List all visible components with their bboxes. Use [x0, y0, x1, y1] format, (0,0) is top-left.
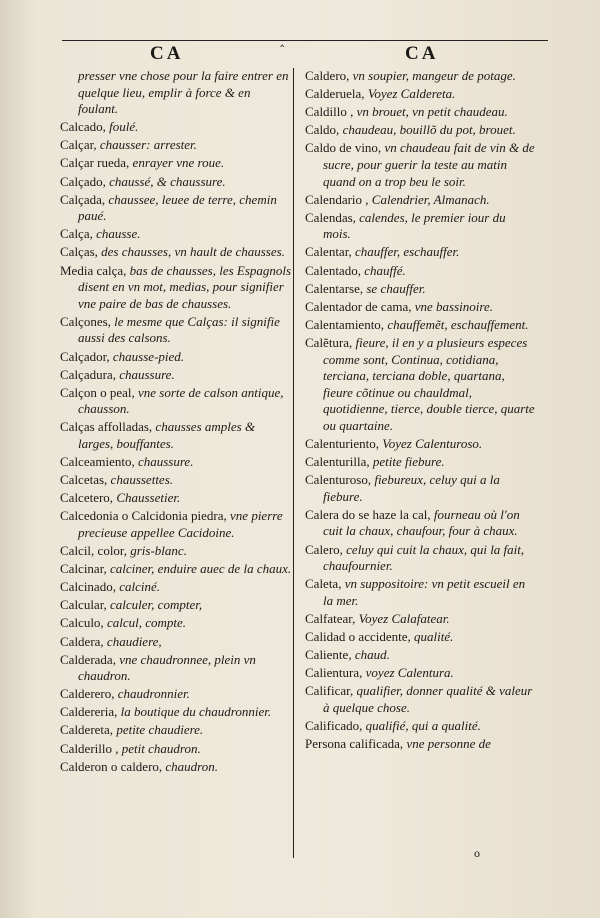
entry-definition: la boutique du chaudronnier. [120, 704, 272, 720]
entry-definition: chaudeau, bouillõ du pot, brouet. [342, 122, 516, 138]
dictionary-entry [305, 210, 535, 243]
entry-definition: qualifié, qui a qualité. [365, 717, 481, 733]
entry-headword: Caldereta, [60, 722, 114, 738]
dictionary-entry [60, 634, 292, 651]
entry-headword: Calçador, [60, 348, 110, 364]
left-running-head: CA [150, 43, 184, 64]
entry-definition: petite fiebure. [372, 454, 445, 470]
entry-headword: Calderon o caldero, [60, 758, 163, 774]
entry-definition: chausse. [96, 226, 141, 242]
entry-definition: chaud. [354, 647, 390, 663]
entry-definition: chaussé, & chaussure. [109, 173, 226, 189]
entry-definition: chauffer, eschauffer. [355, 244, 460, 260]
dictionary-entry [60, 490, 292, 507]
entry-headword: Calera do se haze la cal, [305, 506, 431, 522]
entry-definition: vne sorte de calson antique, chausson. [78, 384, 284, 417]
entry-definition: chausser: arrester. [99, 137, 197, 153]
dictionary-entry [305, 472, 535, 505]
entry-definition: calculer, compter, [110, 597, 203, 613]
entry-definition: vne chaudronnee, plein vn chaudron. [78, 651, 256, 684]
entry-definition: fiebureux, celuy qui a la fiebure. [323, 472, 500, 504]
dictionary-entry [305, 122, 535, 139]
dictionary-entry [60, 686, 292, 703]
entry-definition: chauffemẽt, eschauffement. [387, 316, 529, 332]
entry-definition: chaussure. [137, 454, 194, 470]
entry-headword: Calças, [60, 244, 98, 260]
entry-definition: chaudron. [165, 758, 219, 774]
entry-definition: Voyez Caldereta. [367, 86, 456, 102]
dictionary-entry [305, 335, 535, 435]
entry-headword: Calificado, [305, 717, 363, 733]
dictionary-entry [60, 419, 292, 452]
entry-headword: Calçar, [60, 137, 97, 153]
entry-headword: Calentado, [305, 262, 361, 278]
dictionary-entry [305, 299, 535, 316]
entry-definition: calcul, compte. [106, 615, 186, 631]
entry-headword: Calentador de cama, [305, 298, 412, 314]
entry-definition: vne pierre precieuse appellee Cacidoine. [78, 508, 283, 540]
dictionary-entry [305, 629, 535, 646]
entry-definition: presser vne chose pour la faire entrer en quelque lieu, emplir à force & en foulant. [78, 68, 289, 117]
entry-definition: vn chaudeau fait de vin & de sucre, pour guerir la teste au matin quand on a trop beu le soir. [323, 140, 535, 189]
entry-headword: Calcetas, [60, 472, 108, 488]
column-divider [293, 68, 294, 858]
dictionary-entry [305, 647, 535, 664]
entry-definition: enrayer vne roue. [132, 155, 225, 171]
dictionary-entry [305, 542, 535, 575]
dictionary-entry [305, 736, 535, 753]
entry-headword: Calero, [305, 541, 343, 557]
entry-definition: gris-blanc. [130, 543, 187, 559]
entry-headword: Calderuela, [305, 86, 365, 102]
entry-definition: calciné. [119, 579, 161, 595]
dictionary-entry [305, 281, 535, 298]
dictionary-entry [60, 579, 292, 596]
entry-headword: Media calça, [60, 262, 127, 278]
entry-definition: chaudronnier. [117, 686, 190, 702]
entry-headword: Caldillo , [305, 104, 354, 120]
entry-definition: qualifier, donner qualité & valeur à quelque chose. [323, 683, 533, 715]
entry-definition: voyez Calentura. [365, 665, 454, 681]
entry-headword: Calderada, [60, 651, 116, 667]
dictionary-entry [305, 317, 535, 334]
entry-headword: Calçada, [60, 191, 106, 207]
entry-definition: foulé. [109, 119, 139, 135]
entry-headword: Calẽtura, [305, 334, 353, 350]
entry-definition: se chauffer. [366, 280, 426, 296]
entry-headword: Calculo, [60, 615, 104, 631]
entry-headword: Calentar, [305, 244, 352, 260]
entry-definition: celuy qui cuit la chaux, qui la fait, chaufournier. [323, 541, 525, 574]
dictionary-entry [60, 68, 292, 118]
entry-definition: chaussure. [119, 366, 175, 382]
entry-headword: Caldero, [305, 68, 350, 83]
dictionary-entry [60, 137, 292, 154]
entry-definition: calendes, le premier iour du mois. [323, 209, 506, 242]
entry-headword: Calidad o accidente, [305, 629, 411, 644]
dictionary-entry [305, 718, 535, 735]
signature-mark: o [474, 846, 480, 860]
entry-headword: Caliente, [305, 647, 352, 663]
dictionary-entry [60, 472, 292, 489]
entry-headword: Caldereria, [60, 704, 118, 720]
left-column [60, 68, 292, 777]
entry-definition: vn soupier, mangeur de potage. [352, 68, 516, 83]
entry-headword: Calcular, [60, 597, 107, 613]
entry-definition: chaudiere, [106, 633, 162, 649]
entry-headword: Calientura, [305, 665, 363, 681]
dictionary-entry [305, 507, 535, 540]
entry-headword: Calcedonia o Calcidonia piedra, [60, 508, 227, 524]
entry-headword: Calçones, [60, 313, 111, 329]
entry-headword: Calificar, [305, 683, 354, 699]
right-column [305, 68, 535, 754]
dictionary-entry [60, 263, 292, 313]
entry-definition: fieure, il en y a plusieurs especes comme sont, Continua, cotidiana, terciana, terciana doble, quartana, fieure cõtinue ou chauldmal, quotidienne, tierce, double tierce, quarte ou quartaine. [323, 334, 535, 433]
dictionary-entry [305, 104, 535, 121]
entry-definition: qualité. [414, 629, 454, 644]
dictionary-entry [60, 226, 292, 243]
entry-headword: Caldo de vino, [305, 140, 382, 156]
right-running-head: CA [405, 43, 439, 64]
dictionary-entry [60, 119, 292, 136]
entry-headword: Calçon o peal, [60, 384, 135, 400]
entry-headword: Calentamiento, [305, 316, 385, 332]
dictionary-entry [60, 244, 292, 261]
entry-definition: petite chaudiere. [116, 722, 204, 738]
entry-headword: Caldera, [60, 633, 104, 649]
entry-headword: Calenturiento, [305, 435, 380, 451]
entry-headword: Calçar rueda, [60, 155, 130, 171]
entry-headword: Calendas, [305, 209, 356, 225]
entry-definition: calciner, enduire auec de la chaux. [110, 561, 292, 577]
dictionary-entry [305, 436, 535, 453]
entry-definition: vn suppositoire: vn petit escueil en la mer. [323, 576, 526, 608]
dictionary-entry [60, 385, 292, 418]
dictionary-entry [60, 615, 292, 632]
entry-headword: Caleta, [305, 576, 342, 592]
entry-headword: Calça, [60, 226, 93, 242]
entry-headword: Calçado, [60, 173, 106, 189]
entry-definition: Voyez Calafatear. [358, 610, 450, 626]
entry-headword: Calcinar, [60, 561, 107, 577]
dictionary-entry [60, 741, 292, 758]
dictionary-entry [60, 652, 292, 685]
dictionary-entry [305, 665, 535, 682]
dictionary-entry [60, 367, 292, 384]
entry-definition: Chaussetier. [116, 490, 181, 506]
header-mark: ‸ [280, 32, 285, 47]
entry-definition: chaussee, leuee de terre, chemin paué. [78, 191, 277, 224]
entry-definition: chausses amples & larges, bouffantes. [78, 419, 256, 451]
dictionary-entry [60, 454, 292, 471]
dictionary-entry [305, 611, 535, 628]
dictionary-entry [305, 192, 535, 209]
dictionary-entry [60, 174, 292, 191]
entry-headword: Calendario , [305, 191, 369, 207]
dictionary-entry [60, 759, 292, 776]
entry-headword: Calderillo , [60, 740, 119, 756]
entry-headword: Calcetero, [60, 490, 114, 506]
dictionary-entry [60, 155, 292, 172]
dictionary-entry [60, 704, 292, 721]
dictionary-entry [60, 597, 292, 614]
entry-headword: Calcil, color, [60, 543, 127, 559]
entry-headword: Calcinado, [60, 579, 116, 595]
entry-definition: chaussettes. [110, 472, 174, 488]
dictionary-entry [60, 349, 292, 366]
dictionary-entry [305, 263, 535, 280]
entry-headword: Calentarse, [305, 280, 364, 296]
dictionary-entry [60, 561, 292, 578]
entry-definition: chausse-pied. [112, 348, 185, 364]
entry-definition: petit chaudron. [121, 740, 201, 756]
entry-definition: le mesme que Calças: il signifie aussi des calsons. [78, 313, 280, 346]
dictionary-entry [305, 454, 535, 471]
dictionary-entry [305, 140, 535, 190]
dictionary-entry [60, 722, 292, 739]
entry-headword: Calderero, [60, 686, 115, 702]
dictionary-entry [305, 576, 535, 609]
entry-definition: fourneau où l'on cuit la chaux, chaufour, four à chaux. [323, 506, 520, 539]
dictionary-entry [60, 192, 292, 225]
dictionary-entry [305, 68, 535, 85]
dictionary-entry [60, 314, 292, 347]
entry-headword: Calfatear, [305, 610, 356, 626]
entry-definition: Calendrier, Almanach. [371, 191, 490, 207]
entry-definition: vn brouet, vn petit chaudeau. [356, 104, 508, 120]
entry-definition: vne personne de [406, 736, 491, 752]
dictionary-entry [305, 86, 535, 103]
entry-definition: Voyez Calenturoso. [382, 435, 483, 451]
entry-headword: Calenturilla, [305, 454, 370, 470]
entry-headword: Calcado, [60, 119, 106, 135]
entry-definition: bas de chausses, les Espagnols disent en vn mot, medias, pour signifier vne paire de bas de chausses. [78, 262, 292, 311]
entry-definition: chauffé. [364, 262, 406, 278]
entry-headword: Calceamiento, [60, 454, 135, 470]
dictionary-entry [305, 683, 535, 716]
entry-headword: Persona calificada, [305, 736, 404, 752]
header-rule [62, 40, 548, 41]
entry-headword: Calenturoso, [305, 472, 372, 488]
dictionary-entry [305, 244, 535, 261]
entry-definition: des chausses, vn hault de chausses. [101, 244, 285, 260]
dictionary-entry [60, 543, 292, 560]
entry-definition: vne bassinoire. [414, 298, 493, 314]
entry-headword: Calças affolladas, [60, 419, 153, 435]
entry-headword: Calçadura, [60, 366, 116, 382]
entry-headword: Caldo, [305, 122, 340, 138]
dictionary-entry [60, 508, 292, 541]
